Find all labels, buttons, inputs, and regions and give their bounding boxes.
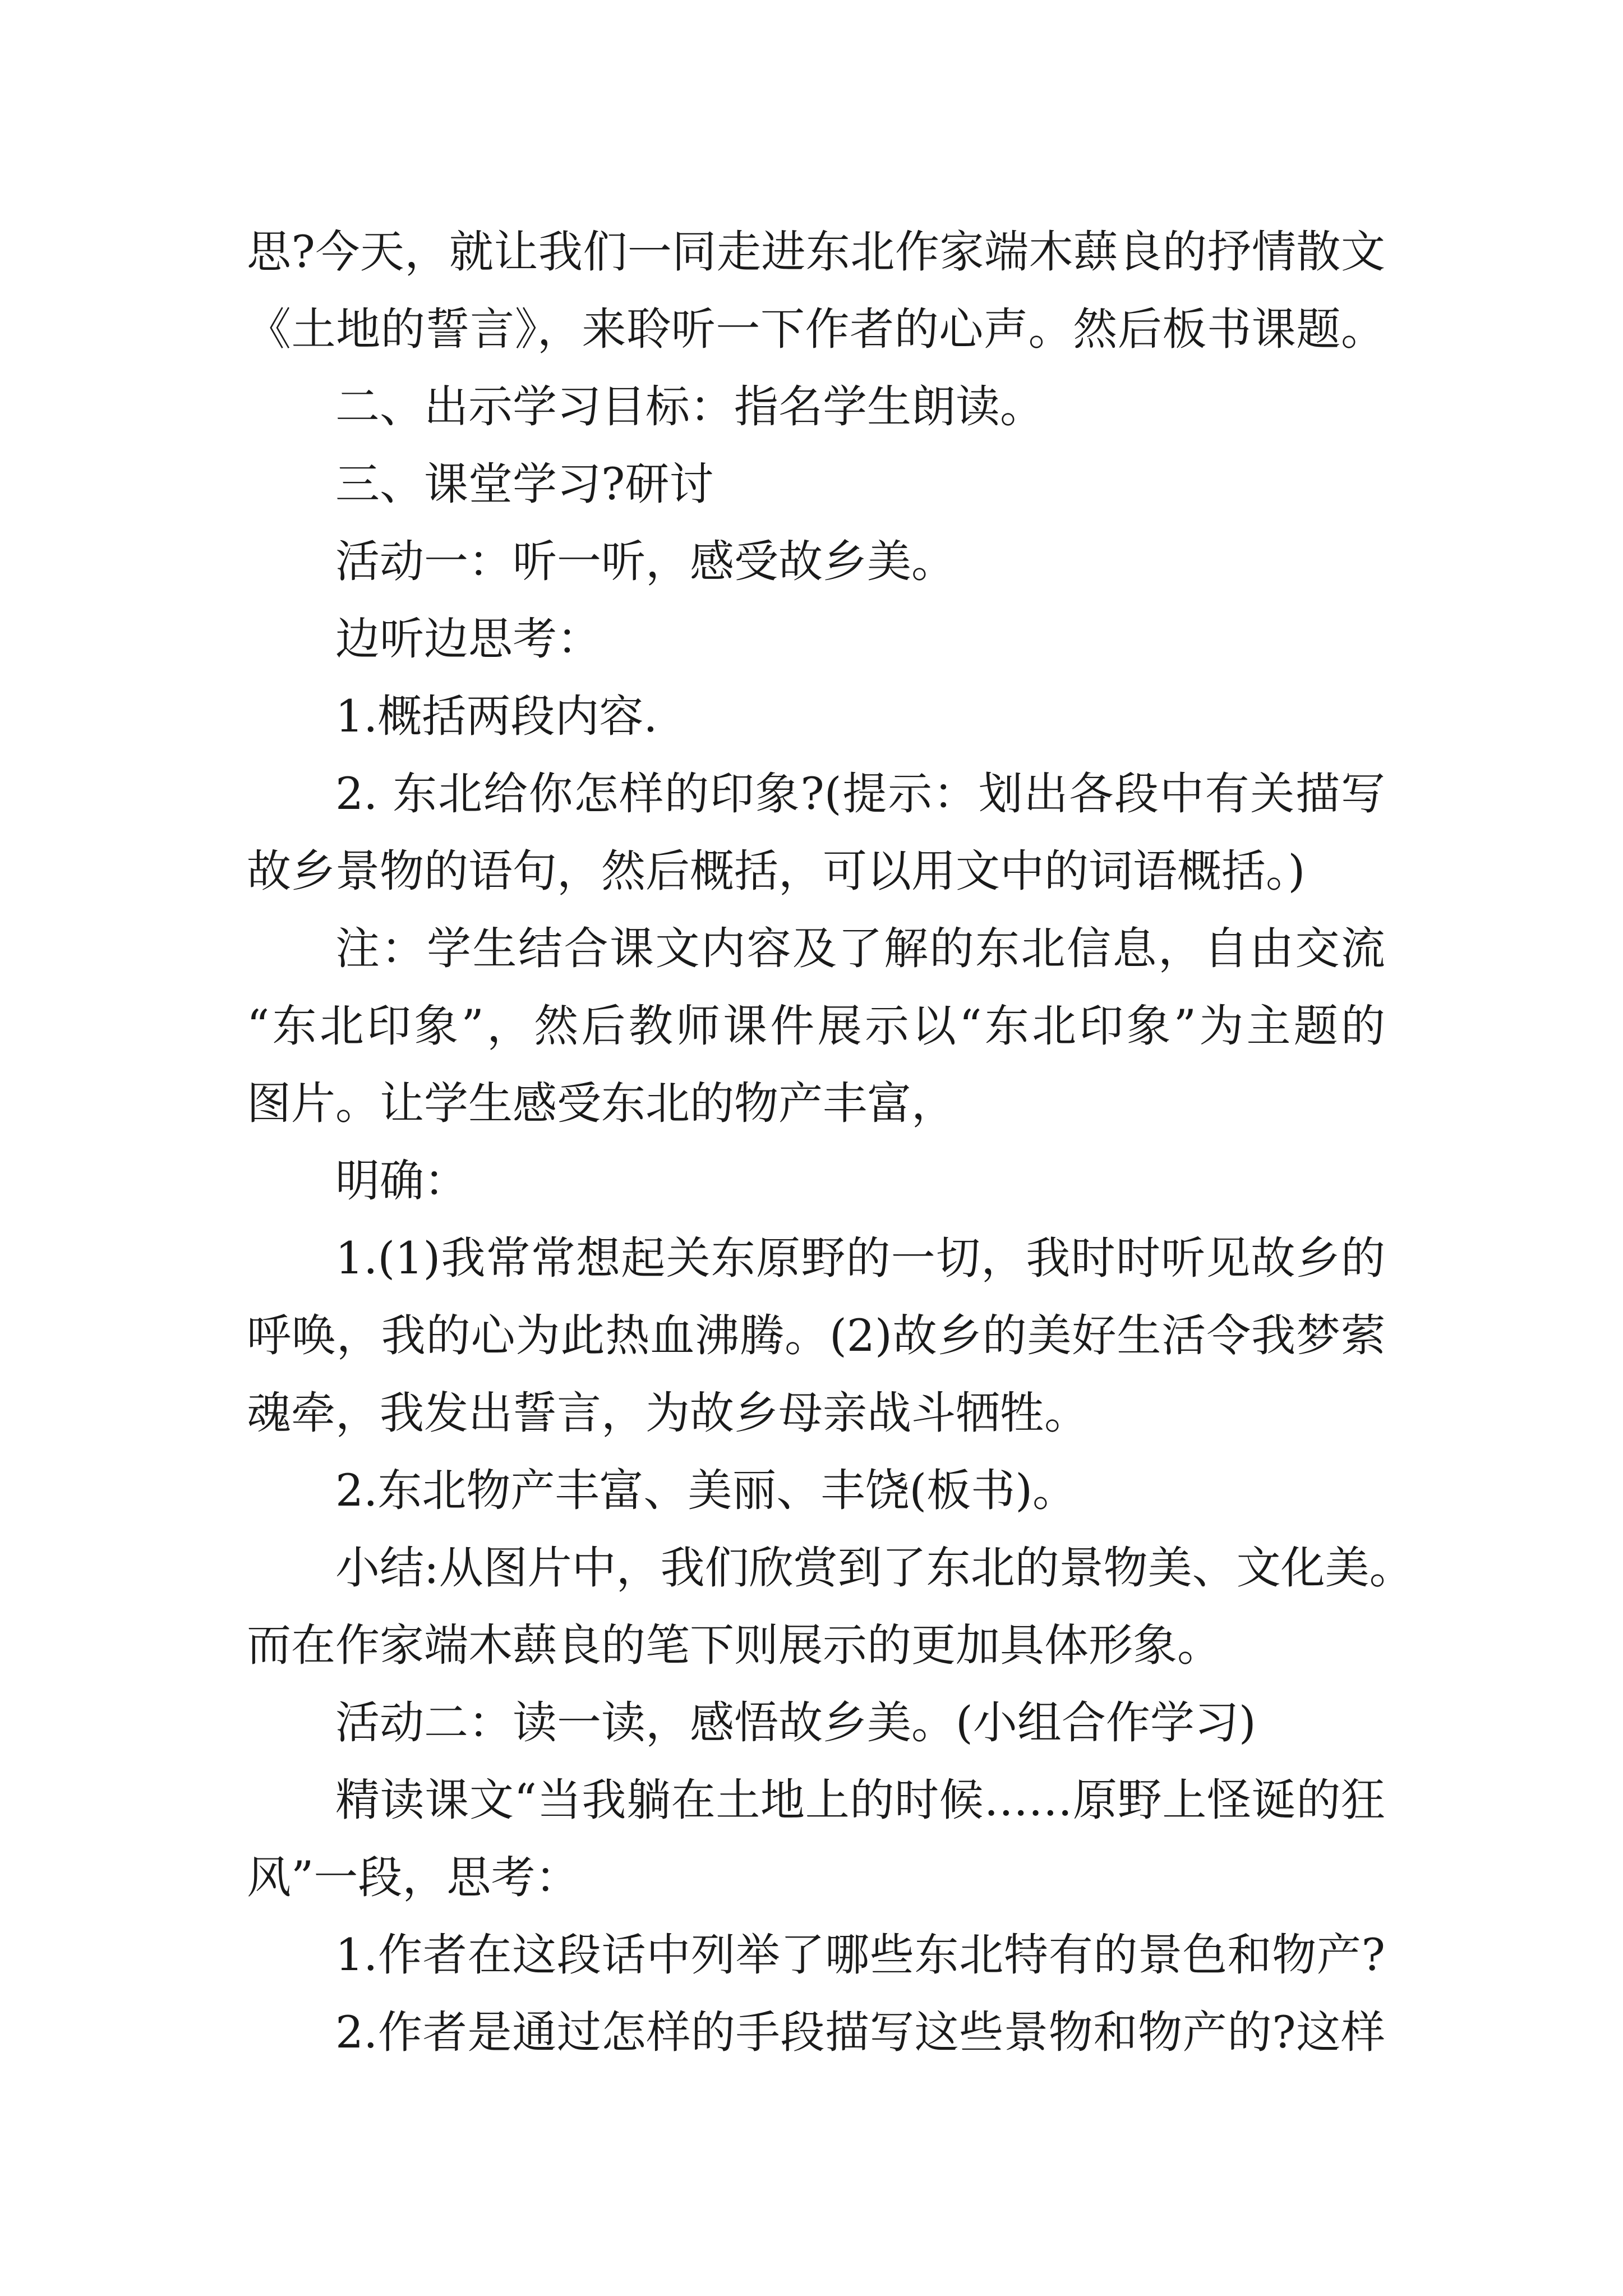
text-line: “东北印象”，然后教师课件展示以“东北印象”为主题的: [247, 1000, 1385, 1052]
text-line: 精读课文“当我躺在土地上的时候……原野上怪诞的狂: [335, 1774, 1385, 1826]
list-item: 2.东北物产丰富、美丽、丰饶(板书)。: [335, 1465, 1077, 1516]
text-line: 明确：: [335, 1155, 468, 1207]
text-line: 魂牵，我发出誓言，为故乡母亲战斗牺牲。: [247, 1387, 1089, 1439]
summary-paragraph: 小结:从图片中，我们欣赏到了东北的景物美、文化美。: [335, 1542, 1414, 1594]
text-line: 风”一段，思考：: [247, 1852, 580, 1903]
text-line: 思?今天，就让我们一同走进东北作家端木蕻良的抒情散文: [247, 226, 1385, 278]
list-item: 2.作者是通过怎样的手段描写这些景物和物产的?这样: [335, 2007, 1385, 2058]
list-item: 1.作者在这段话中列举了哪些东北特有的景色和物产?: [335, 1929, 1385, 1981]
activity-heading: 活动二：读一读，感悟故乡美。(小组合作学习): [335, 1697, 1256, 1749]
activity-heading: 活动一：听一听，感受故乡美。: [335, 536, 956, 587]
list-item: 2. 东北给你怎样的印象?(提示：划出各段中有关描写: [335, 768, 1385, 820]
list-item: 1.概括两段内容.: [335, 691, 658, 742]
text-line: 图片。让学生感受东北的物产丰富，: [247, 1078, 956, 1129]
section-heading: 三、课堂学习?研讨: [335, 458, 714, 510]
text-line: 呼唤，我的心为此热血沸腾。(2)故乡的美好生活令我梦萦: [247, 1310, 1385, 1361]
text-line: 边听边思考：: [335, 613, 601, 665]
text-line: 故乡景物的语句，然后概括，可以用文中的词语概括。): [247, 845, 1306, 897]
list-item: 1.(1)我常常想起关东原野的一切，我时时听见故乡的: [335, 1232, 1385, 1284]
section-heading: 二、出示学习目标：指名学生朗读。: [335, 381, 1044, 432]
note-paragraph: 注：学生结合课文内容及了解的东北信息，自由交流: [335, 923, 1385, 974]
text-line: 而在作家端木蕻良的笔下则展示的更加具体形象。: [247, 1619, 1221, 1671]
text-line: 《土地的誓言》，来聆听一下作者的心声。然后板书课题。: [247, 303, 1385, 355]
body-text: [247, 213, 1414, 2071]
